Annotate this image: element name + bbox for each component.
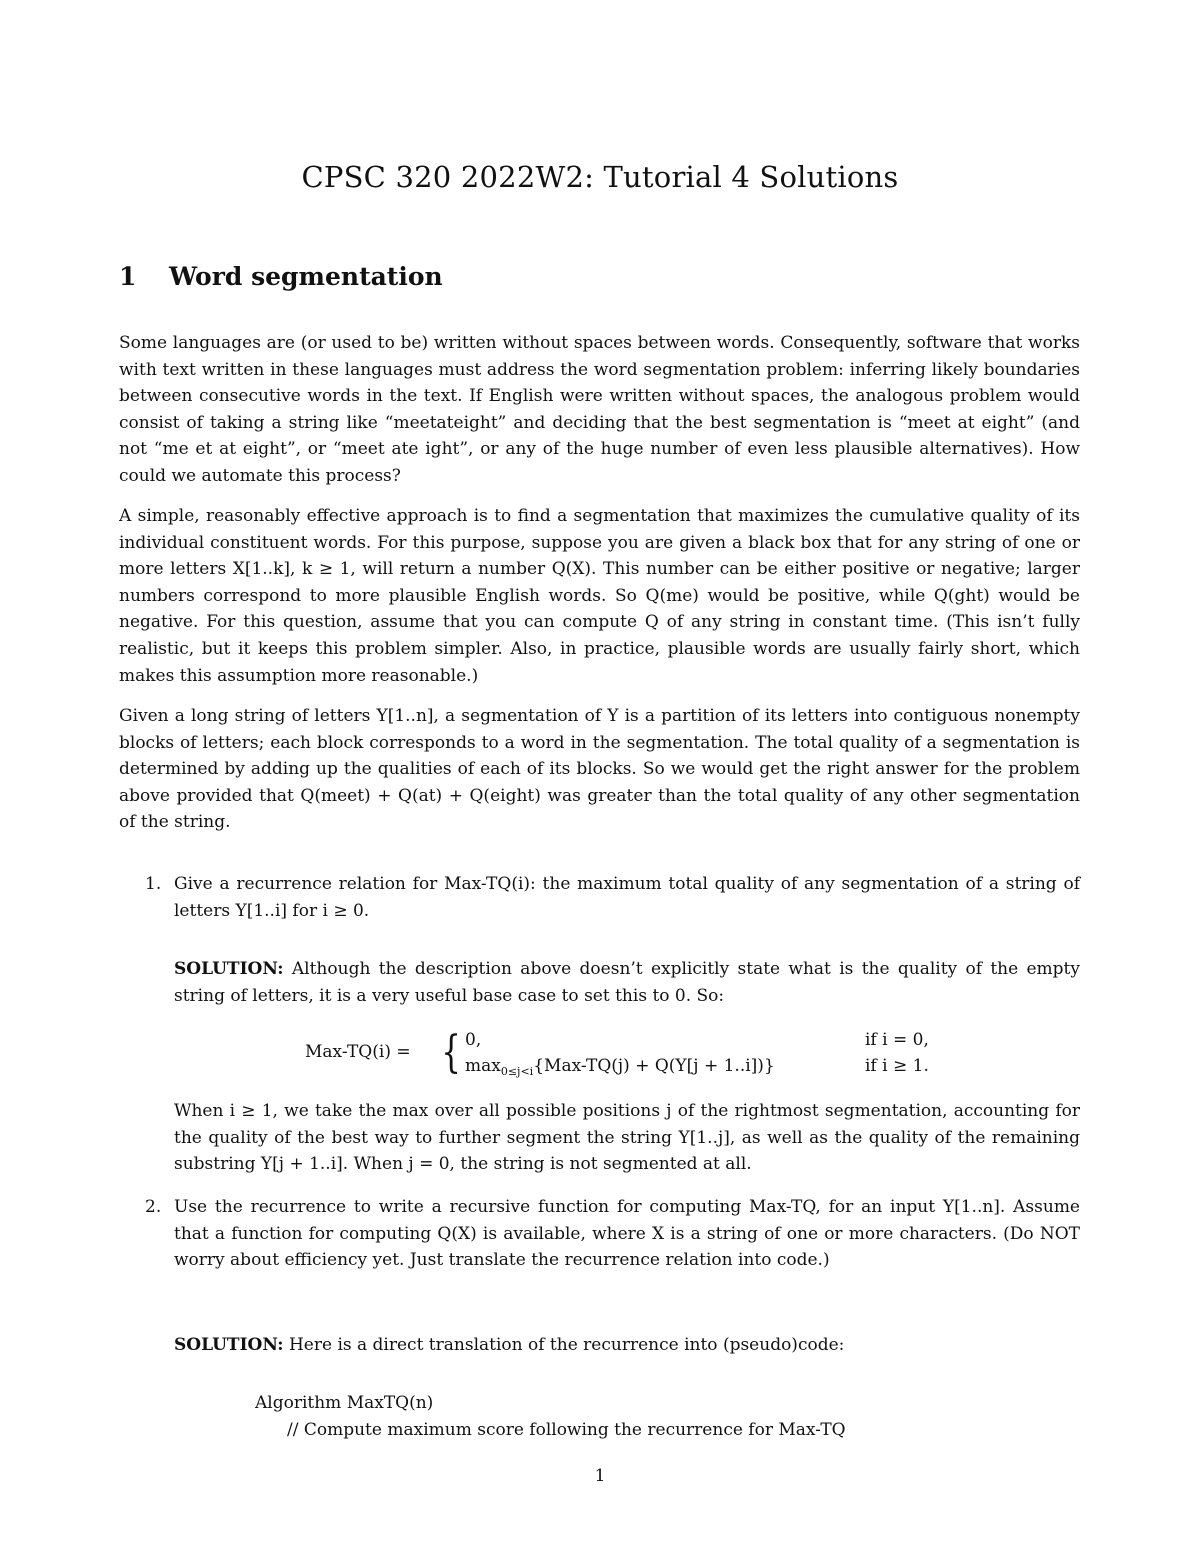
equation-case-2 [465, 1056, 775, 1078]
paragraph-approach: A simple, reasonably effective approach is to find a segmentation that maximizes the cumulative quality of its individual constituent words. For this purpose, suppose you are given a black box that for any string of one or more letters X[1..k], k ≥ 1, will return a number Q(X). This number can be either positive or negative; larger numbers correspond to more plausible English words. So Q(me) would be positive, while Q(ght) would be negative. For this question, assume that you can compute Q of any string in constant time. (This isn’t fully realistic, but it keeps this problem simpler. Also, in practice, plausible words are usually fairly short, which makes this assumption more reasonable.) [119, 506, 1080, 686]
paragraph-intro: Some languages are (or used to be) written without spaces between words. Consequently, software that works with text written in these languages must address the word segmentation problem: inferring likely boundaries between consecutive words in the text. If English were written without spaces, the analogous problem would consist of taking a string like “meetateight” and deciding that the best segmentation is “meet at eight” (and not “me et at eight”, or “meet ate ight”, or any of the huge number of even less plausible alternatives). How could we automate this process? [119, 333, 1080, 486]
equation-max-subscript: 0≤j<i [500, 1065, 534, 1078]
question-text: Use the recurrence to write a recursive function for computing Max-TQ, for an input Y[1..n]. Assume that a function for computing Q(X) is available, where X is a string of one or more characters. (Do NOT worry about efficiency yet. Just translate the recurrence relation into code.) [174, 1197, 1080, 1271]
equation-condition-1: if i = 0, [865, 1030, 929, 1050]
solution-text: Although the description above doesn’t explicitly state what is the quality of the empty string of letters, it is a very useful base case to set this to 0. So: [174, 959, 1080, 1006]
algorithm-header: Algorithm MaxTQ(n) [255, 1393, 434, 1413]
algorithm-comment: // Compute maximum score following the recurrence for Max-TQ [287, 1419, 846, 1440]
question-2 [145, 1194, 1080, 1274]
algorithm-block [255, 1390, 846, 1443]
solution-1 [174, 956, 1080, 1009]
section-number: 1 [119, 262, 137, 291]
question-text: Give a recurrence relation for Max-TQ(i): the maximum total quality of any segmentation of a string of letters Y[1..i] for i ≥ 0. [174, 874, 1080, 921]
solution-2 [174, 1332, 1080, 1359]
equation-condition-2: if i ≥ 1. [865, 1056, 929, 1076]
document-title: CPSC 320 2022W2: Tutorial 4 Solutions [301, 160, 899, 194]
section-title: Word segmentation [169, 262, 443, 291]
solution-text: Here is a direct translation of the recurrence into (pseudo)code: [288, 1335, 845, 1355]
equation-max: max [465, 1056, 501, 1076]
equation-case-1: 0, [465, 1030, 482, 1050]
recurrence-equation [305, 1028, 945, 1082]
section-heading [119, 262, 1079, 291]
question-number: 2. [145, 1197, 162, 1217]
paragraph-segmentation: Given a long string of letters Y[1..n], a segmentation of Y is a partition of its letters into contiguous nonempty blocks of letters; each block corresponds to a word in the segmentation. The total quality of a segmentation is determined by adding up the qualities of each of its blocks. So we would get the right answer for the problem above provided that Q(meet) + Q(at) + Q(eight) was greater than the total quality of any other segmentation of the string. [119, 706, 1080, 833]
page-number: 1 [594, 1466, 606, 1486]
equation-lhs: Max-TQ(i) = [305, 1042, 411, 1062]
solution-label: SOLUTION: [174, 959, 284, 979]
solution-1-explanation: When i ≥ 1, we take the max over all possible positions j of the rightmost segmentation, accounting for the quality of the best way to further segment the string Y[1..j], as well as the quality of the remaining substring Y[j + 1..i]. When j = 0, the string is not segmented at all. [174, 1101, 1080, 1175]
solution-label: SOLUTION: [174, 1335, 284, 1355]
equation-max-body: {Max-TQ(j) + Q(Y[j + 1..i])} [533, 1056, 775, 1076]
question-number: 1. [145, 874, 162, 894]
question-1 [145, 871, 1080, 924]
equation-brace: { [441, 1027, 461, 1078]
